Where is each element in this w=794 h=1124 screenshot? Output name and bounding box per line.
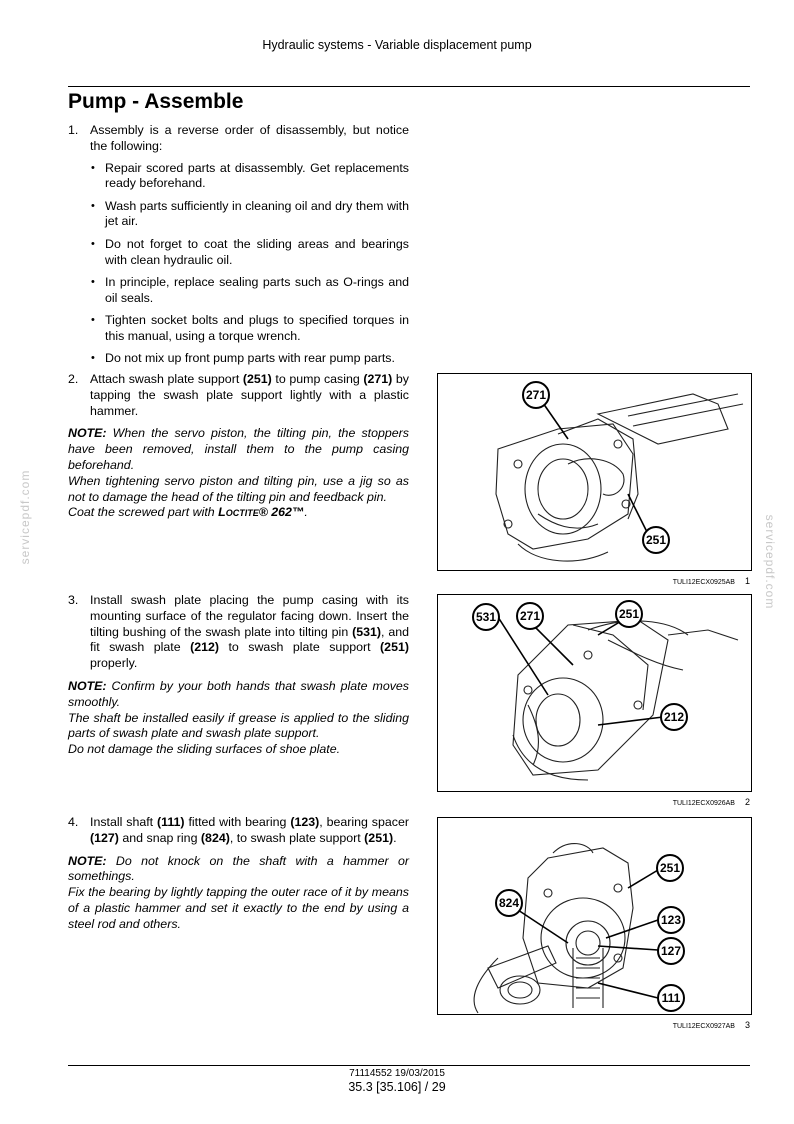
text-run: to pump casing — [271, 372, 364, 386]
text-run: . — [393, 830, 397, 845]
list-item: • Do not forget to coat the sliding areas and bearings with clean hydraulic oil. — [90, 237, 409, 269]
text-run: , and fit swash plate — [90, 624, 409, 655]
part-ref: (127) — [90, 830, 119, 845]
footer-rule — [68, 1065, 750, 1066]
step-text — [90, 815, 409, 847]
footer-page-number: 35.3 [35.106] / 29 — [348, 1080, 446, 1094]
list-item: • In principle, replace sealing parts such as O-rings and oil seals. — [90, 275, 409, 307]
part-ref: (123) — [290, 815, 320, 829]
callout-531 — [473, 604, 499, 630]
page-title: Pump - Assemble — [68, 90, 244, 113]
figure-3 — [437, 817, 752, 1015]
step-text — [90, 593, 409, 672]
watermark-right: servicepdf.com — [763, 514, 777, 610]
note-text: Do not knock on the shaft with a hammer or somethings. — [68, 853, 409, 884]
callout-212 — [661, 704, 687, 730]
step-text: Assembly is a reverse order of disassembly, but notice the following: — [90, 123, 409, 153]
text-run: and snap ring — [118, 830, 201, 845]
part-ref: (824) — [200, 830, 230, 845]
note-text: Confirm by your both hands that swash plate moves smoothly. — [68, 678, 409, 709]
part-ref: (212) — [190, 640, 219, 655]
note-label: NOTE: — [68, 426, 107, 441]
svg-text:531: 531 — [475, 610, 497, 624]
text-run: Install shaft — [90, 815, 157, 829]
list-item: • Repair scored parts at disassembly. Get replacements ready beforehand. — [90, 161, 409, 193]
svg-text:127: 127 — [660, 944, 682, 958]
header-rule — [68, 86, 750, 87]
step-3 — [68, 593, 409, 758]
step-1 — [68, 123, 409, 373]
step-number: 3. — [68, 593, 79, 607]
svg-text:123: 123 — [660, 913, 682, 927]
product-name: Loctite® 262™ — [218, 505, 305, 520]
part-ref: (251) — [242, 372, 272, 386]
text-run: fitted with bearing — [184, 815, 291, 829]
step-text — [90, 372, 409, 419]
callout-251 — [643, 527, 669, 553]
figure-code: TULI12ECX0925AB — [672, 579, 735, 586]
text-run: Attach swash plate support — [90, 372, 243, 386]
text-run: Install swash plate placing the pump casing with its mounting surface of the regulator facing down. Insert the tilting bushing of the swash plate into tilting pin — [90, 593, 409, 639]
callout-251 — [657, 855, 683, 881]
part-ref: (531) — [352, 624, 382, 639]
figure-2 — [437, 594, 752, 792]
text-run: , to swash plate support — [229, 830, 365, 845]
callout-824 — [496, 890, 522, 916]
note-text: Coat the screwed part with — [68, 505, 219, 520]
callout-111 — [658, 985, 684, 1011]
text-run: properly. — [90, 656, 138, 671]
list-item: • Tighten socket bolts and plugs to specified torques in this manual, using a torque wrench. — [90, 313, 409, 345]
figure-1-caption — [437, 576, 750, 586]
note-label: NOTE: — [68, 678, 107, 693]
bullet-list — [90, 161, 409, 367]
svg-text:271: 271 — [519, 609, 541, 623]
figure-1-illustration — [438, 374, 751, 570]
note-text: When tightening servo piston and tilting pin, use a jig so as not to damage the head of the tilting pin and feedback pin. — [68, 473, 409, 504]
part-ref: (251) — [380, 640, 409, 655]
note-text: The shaft be installed easily if grease is applied to the sliding parts of swash plate and swash plate support. — [68, 710, 409, 741]
figure-number: 2 — [744, 797, 750, 807]
part-ref: (271) — [363, 372, 393, 386]
note-block — [68, 426, 409, 521]
page-header: Hydraulic systems - Variable displacement pump — [262, 38, 532, 52]
text-run: to swash plate support — [219, 640, 381, 655]
text-run: by tapping the swash plate support lightly with a plastic hammer. — [90, 372, 410, 418]
list-item: • Do not mix up front pump parts with rear pump parts. — [90, 351, 409, 367]
figure-number: 3 — [744, 1020, 750, 1030]
note-block — [68, 679, 409, 758]
figure-1 — [437, 373, 752, 571]
callout-271 — [517, 603, 543, 629]
list-item: • Wash parts sufficiently in cleaning oil and dry them with jet air. — [90, 199, 409, 231]
figure-code: TULI12ECX0926AB — [672, 800, 735, 807]
figure-code: TULI12ECX0927AB — [672, 1023, 735, 1030]
step-number: 4. — [68, 815, 79, 829]
svg-text:251: 251 — [645, 533, 667, 547]
svg-text:271: 271 — [525, 388, 547, 402]
note-label: NOTE: — [68, 853, 107, 868]
step-number: 1. — [68, 123, 79, 137]
svg-text:212: 212 — [663, 710, 685, 724]
note-block — [68, 854, 409, 933]
note-text: Fix the bearing by lightly tapping the outer race of it by means of a plastic hammer and set it exactly to the end by using a steel rod and others. — [68, 885, 409, 931]
note-text: . — [304, 505, 308, 520]
figure-2-caption — [437, 797, 750, 807]
figure-3-caption — [437, 1020, 750, 1030]
figure-number: 1 — [744, 576, 750, 586]
callout-271 — [523, 382, 549, 408]
note-text: Do not damage the sliding surfaces of shoe plate. — [68, 742, 341, 757]
svg-text:824: 824 — [498, 896, 520, 910]
part-ref: (251) — [364, 830, 394, 845]
step-2 — [68, 372, 409, 521]
figure-2-illustration — [438, 595, 751, 791]
text-run: , bearing spacer — [319, 815, 409, 829]
figure-3-illustration — [438, 818, 751, 1014]
svg-text:111: 111 — [661, 991, 681, 1005]
callout-123 — [658, 907, 684, 933]
svg-text:251: 251 — [618, 607, 640, 621]
footer-doc-info: 71114552 19/03/2015 — [349, 1068, 445, 1079]
part-ref: (111) — [157, 815, 185, 829]
note-text: When the servo piston, the tilting pin, the stoppers have been removed, install them to the pump casing beforehand. — [68, 426, 409, 472]
step-4 — [68, 815, 409, 933]
callout-251 — [616, 601, 642, 627]
callout-127 — [658, 938, 684, 964]
svg-text:251: 251 — [659, 861, 681, 875]
watermark-left: servicepdf.com — [18, 469, 32, 565]
step-number: 2. — [68, 372, 79, 386]
